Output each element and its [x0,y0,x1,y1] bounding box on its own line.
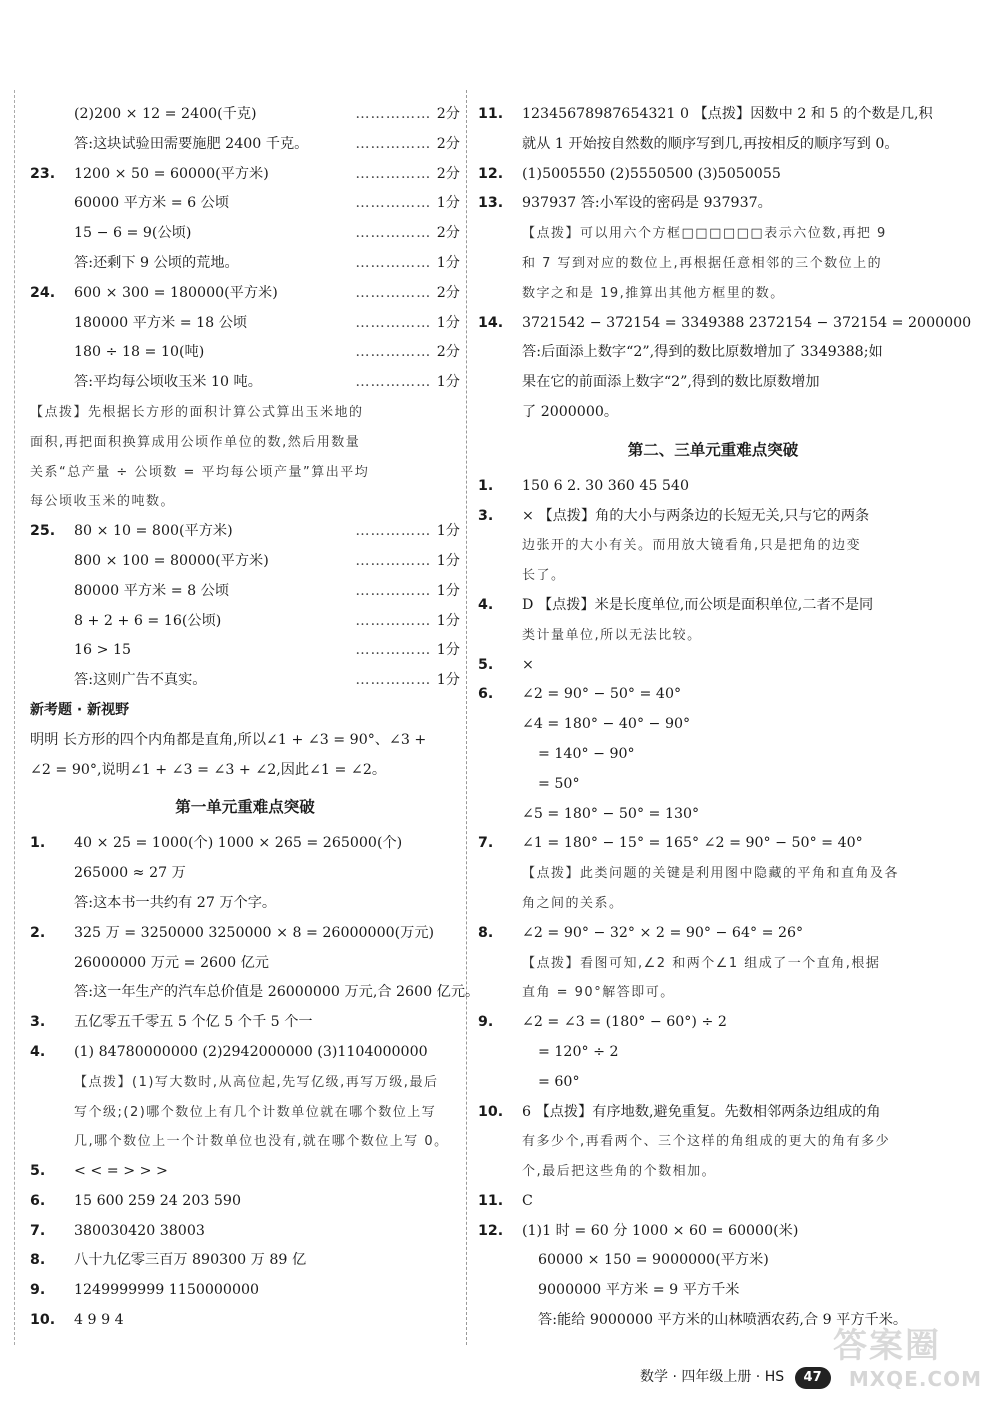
answer-text: 八十九亿零三百万 890300 万 89 亿 [74,1252,307,1269]
answer-text: 答:能给 9000000 平方米的山林喷洒农药,合 9 平方千米。 [538,1312,908,1329]
answer-text: 60000 × 150 = 9000000(平方米) [538,1252,769,1269]
hint-text: 面积,再把面积换算成用公顷作单位的数,然后用数量 [30,434,361,450]
question-number: 6. [30,1192,46,1209]
score-mark [355,279,460,309]
answer-line [478,249,948,279]
answer-line [478,1246,948,1276]
question-number: 11. [478,1192,504,1209]
score-mark [355,338,460,368]
answer-text: (1) 84780000000 (2)2942000000 (3)1104000000 [74,1043,428,1060]
answer-text: 了 2000000。 [522,403,619,420]
dot-leader: …………… [355,552,437,569]
score-value: 1分 [436,314,460,331]
question-number: 5. [30,1163,46,1180]
answer-text: × [522,656,534,673]
question-number: 6. [478,686,494,703]
answer-line [30,130,460,160]
answer-text: 1200 × 50 = 60000(平方米) [74,165,269,182]
answer-line [478,1157,948,1187]
answer-text: 9000000 平方米 = 9 平方千米 [538,1282,740,1299]
answer-line [30,666,460,696]
watermark-url: MXQE.COM [848,1367,982,1391]
answer-text: 3721542 − 372154 = 3349388 2372154 − 372154 = 2000000 [522,314,972,331]
question-number: 4. [30,1043,46,1060]
answer-text: 80000 平方米 = 8 公顷 [74,582,230,599]
answer-line [30,978,480,1008]
answer-line [478,189,948,219]
answer-text: 180 ÷ 18 = 10(吨) [74,344,205,361]
answer-text: ∠5 = 180° − 50° = 130° [522,805,700,822]
right-column [478,100,972,1336]
answer-line [478,859,948,889]
score-value: 1分 [436,612,460,629]
answer-text: 937937 答:小军设的密码是 937937。 [522,195,772,212]
answer-line [478,130,948,160]
hint-text: 【点拨】看图可知,∠2 和两个∠1 组成了一个直角,根据 [522,955,881,971]
answer-line [478,219,948,249]
answer-line [30,219,460,249]
answer-text: 80 × 10 = 800(平方米) [74,523,233,540]
answer-line [478,710,948,740]
answer-text: 15 − 6 = 9(公顷) [74,225,192,242]
answer-text: ∠4 = 180° − 40° − 90° [522,716,691,733]
dot-leader: …………… [355,642,437,659]
answer-line [478,398,948,428]
hint-text: 几,哪个数位上一个计数单位也没有,就在哪个数位上写 0。 [74,1134,449,1150]
dot-leader: …………… [355,284,437,301]
hint-text: 个,最后把这些角的个数相加。 [522,1164,717,1180]
question-number: 12. [478,165,504,182]
column-divider [466,90,467,1345]
answer-line [30,1187,460,1217]
answer-line [478,651,948,681]
score-mark [355,189,460,219]
score-mark [355,100,460,130]
answer-line [478,770,948,800]
answer-text: (1)1 时 = 60 分 1000 × 60 = 60000(米) [522,1222,799,1239]
answer-text: = 50° [538,775,580,792]
answer-text: 26000000 万元 = 2600 亿元 [74,954,269,971]
answer-line [478,1127,948,1157]
answer-line [30,428,460,458]
question-number: 3. [30,1014,46,1031]
dot-leader: …………… [355,582,437,599]
answer-line [478,1187,948,1217]
score-mark [355,219,460,249]
answer-line [478,1098,948,1128]
answer-text: 答:这本书一共约有 27 万个字。 [74,894,277,911]
score-mark [355,636,460,666]
answer-text: 答:后面添上数字“2”,得到的数比原数增加了 3349388;如 [522,344,883,361]
score-mark [355,160,460,190]
answer-text: ∠2 = 90° − 32° × 2 = 90° − 64° = 26° [522,924,804,941]
hint-text: 边张开的大小有关。而用放大镜看角,只是把角的边变 [522,538,862,554]
answer-line [30,1246,460,1276]
score-value: 1分 [436,642,460,659]
question-number: 9. [478,1014,494,1031]
answer-line [478,919,948,949]
answer-line [478,368,948,398]
answer-text: 答:这则广告不真实。 [74,672,207,689]
score-value: 2分 [436,165,460,182]
dot-leader: …………… [355,225,437,242]
answer-line [30,726,460,756]
dot-leader: …………… [355,612,437,629]
answer-line [30,189,460,219]
answer-line [30,100,460,130]
question-number: 10. [30,1312,56,1329]
answer-line [30,279,460,309]
answer-line [30,859,460,889]
dot-leader: …………… [355,374,437,391]
score-value: 2分 [436,344,460,361]
hint-text: 和 7 写到对应的数位上,再根据任意相邻的三个数位上的 [522,255,883,271]
answer-text: 180000 平方米 = 18 公顷 [74,314,248,331]
answer-line [30,487,460,517]
score-value: 1分 [436,523,460,540]
answer-line [478,829,948,859]
hint-text: 写个级;(2)哪个数位上有几个计数单位就在哪个数位上写 [74,1104,437,1120]
answer-line [30,517,460,547]
question-number: 1. [478,477,494,494]
answer-line [30,1217,460,1247]
dot-leader: …………… [355,106,437,122]
score-value: 1分 [436,254,460,271]
answer-line [478,309,972,339]
dot-leader: …………… [355,523,437,540]
answer-line [478,1008,948,1038]
answer-text: ∠1 = 180° − 15° = 165° ∠2 = 90° − 50° = 40° [522,835,863,852]
answer-line [30,1306,460,1336]
score-mark [355,517,460,547]
answer-text: D 【点拨】米是长度单位,而公顷是面积单位,二者不是同 [522,596,874,613]
answer-line [478,591,948,621]
answer-line [478,978,948,1008]
answer-text: 600 × 300 = 180000(平方米) [74,284,278,301]
answer-text: 答:这一年生产的汽车总价值是 26000000 万元,合 2600 亿元。 [74,984,480,1001]
answer-line [30,1276,460,1306]
hint-text: 直角 = 90°解答即可。 [522,985,675,1001]
score-mark [355,666,460,696]
answer-line [30,458,460,488]
dot-leader: …………… [355,672,437,689]
answer-line [478,949,948,979]
answer-text: 265000 ≈ 27 万 [74,865,186,882]
answer-text: 答:平均每公顷收玉米 10 吨。 [74,374,262,391]
score-mark [355,368,460,398]
score-value: 2分 [436,106,460,122]
answer-line [478,472,948,502]
answer-line [478,279,948,309]
section-heading: 第一单元重难点突破 [175,798,315,817]
question-number: 23. [30,165,56,182]
question-number: 7. [30,1222,46,1239]
answer-text: 就从 1 开始按自然数的顺序写到几,再按相反的顺序写到 0。 [522,135,899,152]
answer-line [478,561,948,591]
answer-line [30,577,460,607]
answer-text: 果在它的前面添上数字“2”,得到的数比原数增加 [522,374,820,391]
score-mark [355,607,460,637]
answer-text: 明明 长方形的四个内角都是直角,所以∠1 + ∠3 = 90°、∠3 + [30,731,427,748]
answer-text: 40 × 25 = 1000(个) 1000 × 265 = 265000(个) [74,835,403,852]
watermark-title: 答案圈 [833,1326,941,1366]
answer-line [478,1276,948,1306]
answer-line [478,1038,948,1068]
question-number: 25. [30,523,56,540]
answer-line [30,338,460,368]
hint-text: 类计量单位,所以无法比较。 [522,627,702,643]
score-value: 1分 [436,374,460,391]
question-number: 13. [478,195,504,212]
answer-line [478,800,948,830]
answer-line [30,1068,460,1098]
page-number: 47 [795,1367,831,1389]
question-number: 14. [478,314,504,331]
watermark-logo [833,1318,988,1406]
question-number: 2. [30,924,46,941]
answer-text: = 140° − 90° [538,745,635,762]
answer-text: < < = > > > [74,1163,168,1180]
footer-text: 数学 · 四年级上册 · HS [640,1369,785,1385]
dot-leader: …………… [355,314,437,331]
left-column [30,100,480,1336]
section-heading: 第二、三单元重难点突破 [627,440,799,459]
answer-line [30,696,460,726]
hint-text: 【点拨】(1)写大数时,从高位起,先写亿级,再写万级,最后 [74,1074,439,1090]
answer-line [30,249,460,279]
dot-leader: …………… [355,165,437,182]
answer-text: 15 600 259 24 203 590 [74,1192,241,1209]
answer-text: ∠2 = ∠3 = (180° − 60°) ÷ 2 [522,1014,727,1031]
score-value: 2分 [436,284,460,301]
hint-text: 数字之和是 19,推算出其他方框里的数。 [522,285,785,301]
answer-line [30,1157,460,1187]
score-mark [355,130,460,160]
answer-line [30,1098,460,1128]
answer-line [30,160,460,190]
answer-line [30,398,460,428]
answer-line [478,338,948,368]
hint-text: 每公顷收玉米的吨数。 [30,494,176,510]
answer-line [30,1008,460,1038]
score-value: 2分 [436,225,460,242]
answer-text: 800 × 100 = 80000(平方米) [74,552,269,569]
hint-text: 有多少个,再看两个、三个这样的角组成的更大的角有多少 [522,1134,891,1150]
answer-text: × 【点拨】角的大小与两条边的长短无关,只与它的两条 [522,507,870,524]
answer-line [478,1217,948,1247]
answer-text: 325 万 = 3250000 3250000 × 8 = 26000000(万元) [74,924,435,941]
answer-line [478,531,948,561]
hint-text: 长了。 [522,568,566,584]
hint-text: 关系“总产量 ÷ 公顷数 = 平均每公顷产量”算出平均 [30,464,370,480]
dot-leader: …………… [355,344,437,361]
answer-text: 6 【点拨】有序地数,避免重复。先数相邻两条边组成的角 [522,1103,881,1120]
question-number: 1. [30,835,46,852]
answer-line [30,889,460,919]
question-number: 7. [478,835,494,852]
question-number: 11. [478,106,504,122]
answer-text: 150 6 2. 30 360 45 540 [522,477,689,494]
left-margin-line [14,90,15,1345]
answer-text: C [522,1192,533,1209]
answer-text: = 120° ÷ 2 [538,1043,619,1060]
question-number: 8. [30,1252,46,1269]
answer-line [478,160,948,190]
question-number: 4. [478,596,494,613]
answer-text: 8 + 2 + 6 = 16(公顷) [74,612,222,629]
answer-line [30,547,460,577]
subsection-title: 新考题 · 新视野 [30,701,130,718]
answer-line [30,636,460,666]
answer-text: 380030420 38003 [74,1222,205,1239]
answer-text: (1)5005550 (2)5550500 (3)5050055 [522,165,781,182]
answer-text: 4 9 9 4 [74,1312,124,1329]
question-number: 12. [478,1222,504,1239]
answer-line [30,919,460,949]
answer-text: (2)200 × 12 = 2400(千克) [74,106,257,122]
answer-line [478,680,948,710]
answer-text: 1249999999 1150000000 [74,1282,260,1299]
answer-text: = 60° [538,1073,580,1090]
dot-leader: …………… [355,195,437,212]
answer-line [478,100,948,130]
answer-line [30,949,460,979]
answer-line [30,756,460,786]
score-value: 1分 [436,672,460,689]
hint-text: 【点拨】可以用六个方框□□□□□□表示六位数,再把 9 [522,226,887,242]
answer-line [478,889,948,919]
question-number: 3. [478,507,494,524]
hint-text: 角之间的关系。 [522,895,624,911]
answer-line [478,1068,948,1098]
page-footer [640,1366,831,1389]
hint-text: 【点拨】此类问题的关键是利用图中隐藏的平角和直角及各 [522,866,900,882]
question-number: 8. [478,924,494,941]
answer-text: 答:还剩下 9 公顷的荒地。 [74,254,239,271]
answer-text: ∠2 = 90°,说明∠1 + ∠3 = ∠3 + ∠2,因此∠1 = ∠2。 [30,761,387,778]
answer-line [30,309,460,339]
answer-line [478,621,948,651]
question-number: 10. [478,1103,504,1120]
score-mark [355,577,460,607]
score-value: 1分 [436,552,460,569]
question-number: 9. [30,1282,46,1299]
answer-line [30,829,460,859]
answer-line [30,368,460,398]
answer-text: 五亿零五千零五 5 个亿 5 个千 5 个一 [74,1014,313,1031]
score-mark [355,547,460,577]
score-mark [355,249,460,279]
answer-line [478,740,948,770]
answer-text: 12345678987654321 0 【点拨】因数中 2 和 5 的个数是几,积 [522,106,933,122]
answer-text: ∠2 = 90° − 50° = 40° [522,686,682,703]
answer-text: 16 > 15 [74,642,132,659]
answer-line [478,502,948,532]
dot-leader: …………… [355,135,437,152]
dot-leader: …………… [355,254,437,271]
answer-line [30,607,460,637]
answer-line [30,1127,460,1157]
score-value: 2分 [436,135,460,152]
score-value: 1分 [436,195,460,212]
hint-text: 【点拨】先根据长方形的面积计算公式算出玉米地的 [30,404,364,420]
answer-text: 60000 平方米 = 6 公顷 [74,195,230,212]
score-value: 1分 [436,582,460,599]
answer-line [30,1038,460,1068]
answer-text: 答:这块试验田需要施肥 2400 千克。 [74,135,309,152]
score-mark [355,309,460,339]
question-number: 5. [478,656,494,673]
question-number: 24. [30,284,56,301]
